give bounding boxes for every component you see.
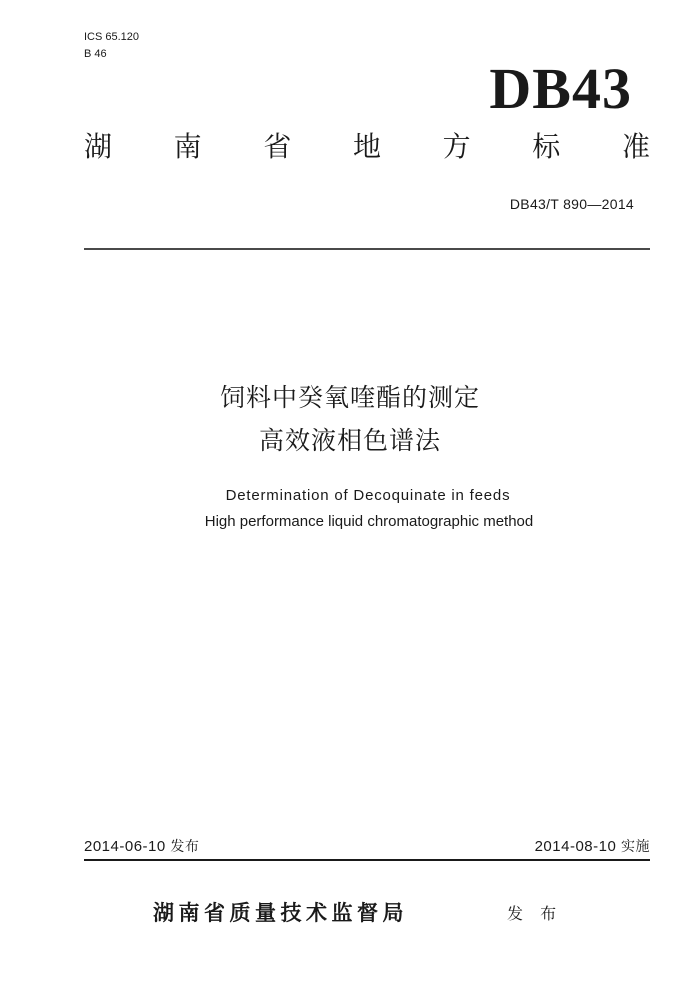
standard-type-char: 标 xyxy=(532,130,561,163)
standard-type-char: 省 xyxy=(263,130,292,163)
issue-date xyxy=(84,838,199,856)
standard-number: DB43/T 890—2014 xyxy=(509,196,634,212)
issue-label: 发布 xyxy=(170,839,200,855)
standard-code-logo: DB43 xyxy=(489,56,632,121)
title-english-line-1: Determination of Decoquinate in feeds xyxy=(225,487,511,504)
implementation-date-value: 2014-08-10 xyxy=(534,838,617,855)
standard-type-char: 南 xyxy=(173,130,202,163)
footer-divider xyxy=(84,859,650,861)
title-chinese-line-2: 高效液相色谱法 xyxy=(258,426,441,455)
standard-type-char: 准 xyxy=(621,130,650,163)
implementation-date xyxy=(535,838,650,856)
standard-type-char: 方 xyxy=(442,130,471,163)
ics-code: ICS 65.120 xyxy=(84,31,140,43)
standard-type-char: 湖 xyxy=(84,130,113,163)
title-english-line-2: High performance liquid chromatographic method xyxy=(204,513,534,530)
standard-type-heading xyxy=(84,130,650,164)
implementation-label: 实施 xyxy=(621,839,650,855)
publish-label: 发 布 xyxy=(507,904,563,923)
issue-date-value: 2014-06-10 xyxy=(84,838,166,855)
header-divider xyxy=(84,248,650,250)
category-code: B 46 xyxy=(84,48,107,60)
standard-type-char: 地 xyxy=(352,130,381,163)
title-chinese-line-1: 饲料中癸氧喹酯的测定 xyxy=(219,383,480,412)
issuing-authority: 湖南省质量技术监督局 xyxy=(153,901,408,925)
